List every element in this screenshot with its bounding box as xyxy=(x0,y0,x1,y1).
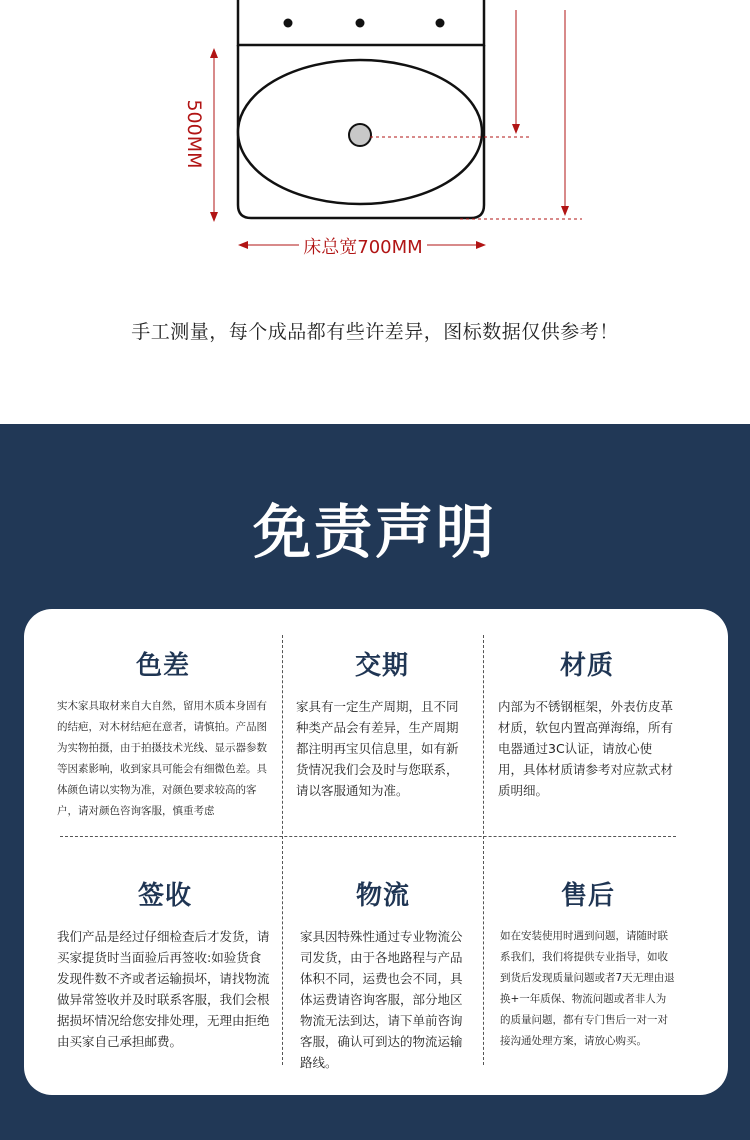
headboard-dot xyxy=(436,19,445,28)
center-knob xyxy=(349,124,371,146)
item-title: 售后 xyxy=(560,881,615,911)
width-dimension-label: 床总宽700MM xyxy=(240,233,486,259)
disclaimer-item-delivery xyxy=(296,645,468,801)
item-text: 如在安装使用时遇到问题，请随时联系我们，我们将提供专业指导，如收到货后发现质量问题或者7天无理由退换+一年质保、物流问题或者非人为的质量问题，都有专门售后一对一对接沟通处理方案，请放心购买。 xyxy=(500,930,675,1047)
disclaimer-section xyxy=(0,424,750,1140)
disclaimer-item-receipt xyxy=(57,875,273,1052)
item-text: 内部为不锈钢框架，外表仿皮革材质，软包内置高弹海绵，所有电器通过3C认证，请放心使用，具体材质请参考对应款式材质明细。 xyxy=(498,699,674,798)
item-title: 色差 xyxy=(135,651,190,681)
disclaimer-item-material xyxy=(498,645,676,801)
disclaimer-item-color xyxy=(57,645,269,822)
measurement-note: 手工测量，每个成品都有些许差异，图标数据仅供参考！ xyxy=(131,321,619,343)
headboard-dot xyxy=(284,19,293,28)
item-title: 材质 xyxy=(559,651,614,681)
divider xyxy=(282,635,283,1065)
dimension-section xyxy=(0,0,750,424)
disclaimer-item-logistics xyxy=(300,875,466,1073)
disclaimer-title: 免责声明 xyxy=(252,498,497,566)
bed-dimension-diagram xyxy=(0,0,750,270)
height-dimension-label: 500MM xyxy=(183,95,205,172)
item-title: 签收 xyxy=(137,881,192,911)
item-text: 实木家具取材来自大自然，留用木质本身固有的结疤，对木材结疤在意者，请慎拍。产品图为实物拍摄，由于拍摄技术光线、显示器参数等因素影响，收到家具可能会有细微色差。具体颜色请以实物为准，对颜色要求较高的客户，请对颜色咨询客服，慎重考虑 xyxy=(57,700,267,817)
item-text: 家具有一定生产周期，且不同种类产品会有差异，生产周期都注明再宝贝信息里，如有新货情况我们会及时与您联系，请以客服通知为准。 xyxy=(296,699,459,798)
divider xyxy=(483,635,484,1065)
item-text: 家具因特殊性通过专业物流公司发货，由于各地路程与产品体积不同，运费也会不同，具体运费请咨询客服，部分地区物流无法到达，请下单前咨询客服，确认可到达的物流运输路线。 xyxy=(300,929,463,1070)
item-title: 物流 xyxy=(355,881,410,911)
disclaimer-card xyxy=(24,609,728,1095)
item-text: 我们产品是经过仔细检查后才发货，请买家提货时当面验后再签收:如验货食发现件数不齐或者运输损坏，请找物流做异常签收并及时联系客服，我们会根据损坏情况给您安排处理，无理由拒绝由买家自己承担邮费。 xyxy=(57,929,270,1049)
item-title: 交期 xyxy=(354,651,409,681)
divider xyxy=(60,836,676,837)
headboard-dot xyxy=(356,19,365,28)
disclaimer-item-aftersales xyxy=(500,875,676,1052)
